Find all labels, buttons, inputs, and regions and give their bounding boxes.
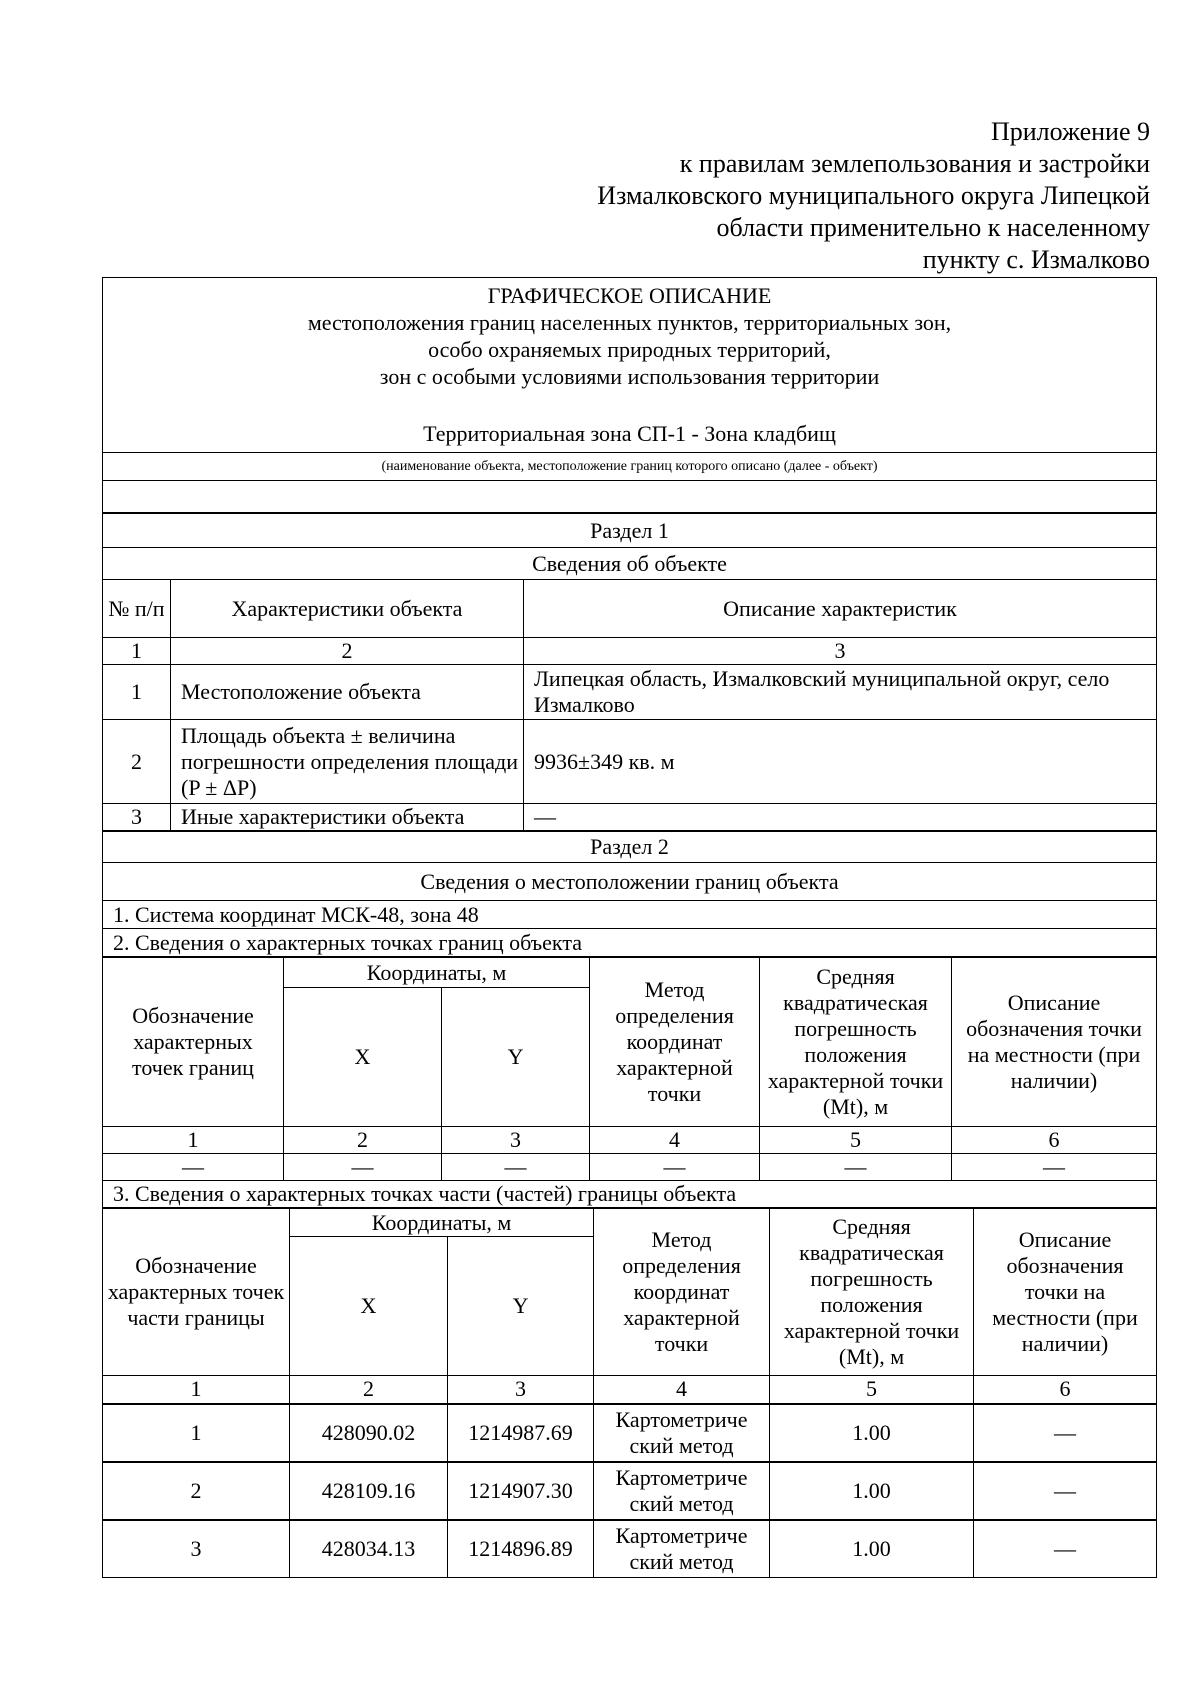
col-number: 2	[284, 1127, 442, 1154]
header-line: области применительно к населенному	[716, 213, 1150, 242]
col-number: 5	[770, 1376, 974, 1404]
col-number: 1	[103, 1127, 284, 1154]
table-cell: 1	[103, 1404, 290, 1462]
col-number: 2	[171, 638, 524, 665]
object-caption: (наименование объекта, местоположение границ которого описано (далее - объект)	[103, 453, 1157, 481]
table-cell: —	[974, 1462, 1157, 1520]
parts-header-coords: Координаты, м	[290, 1209, 594, 1237]
row-name: Иные характеристики объекта	[171, 804, 524, 831]
table-row	[103, 1154, 1157, 1181]
col-number: 4	[590, 1127, 760, 1154]
parts-header-error: Средняя квадратическая погрешность положения характерной точки (Mt), м	[770, 1209, 974, 1376]
table-row	[103, 1404, 1157, 1462]
points-header-x: X	[284, 988, 442, 1127]
parts-header-x: X	[290, 1237, 448, 1376]
table-cell: —	[590, 1154, 760, 1181]
table-cell: Картометриче ский метод	[594, 1520, 770, 1578]
header-line: Приложение 9	[990, 117, 1150, 146]
appendix-header	[597, 116, 1150, 276]
header-number: № п/п	[103, 580, 171, 638]
section1-title: Раздел 1	[103, 514, 1157, 548]
points-header-description: Описание обозначения точки на местности (при наличии)	[952, 958, 1157, 1127]
table-cell: 1214907.30	[448, 1462, 594, 1520]
parts-header-description: Описание обозначения точки на местности (при наличии)	[974, 1209, 1157, 1376]
table-cell: —	[974, 1404, 1157, 1462]
document-title: ГРАФИЧЕСКОЕ ОПИСАНИЕ	[487, 283, 772, 308]
table-cell: 428109.16	[290, 1462, 448, 1520]
title-table	[102, 277, 1157, 513]
coord-system: 1. Система координат МСК-48, зона 48	[103, 901, 1157, 929]
table-cell: —	[103, 1154, 284, 1181]
table-cell: —	[760, 1154, 952, 1181]
parts-table	[102, 1208, 1157, 1578]
points-header-y: Y	[442, 988, 590, 1127]
table-cell: —	[974, 1520, 1157, 1578]
row-value: —	[524, 804, 1157, 831]
header-characteristics: Характеристики объекта	[171, 580, 524, 638]
table-cell: 428090.02	[290, 1404, 448, 1462]
title-line: местоположения границ населенных пунктов, территориальных зон,	[307, 310, 952, 335]
header-line: Измалковского муниципального округа Липецкой	[597, 181, 1150, 210]
table-cell: 1.00	[770, 1462, 974, 1520]
table-cell: Картометриче ский метод	[594, 1404, 770, 1462]
row-name: Местоположение объекта	[171, 665, 524, 720]
table-cell: —	[284, 1154, 442, 1181]
points-header-method: Метод определения координат характерной точки	[590, 958, 760, 1127]
points-title: 2. Сведения о характерных точках границ объекта	[103, 929, 1157, 957]
table-cell: —	[952, 1154, 1157, 1181]
section1-subtitle: Сведения об объекте	[103, 548, 1157, 580]
parts-header-designation: Обозначение характерных точек части границы	[103, 1209, 290, 1376]
col-number: 3	[448, 1376, 594, 1404]
table-cell: 428034.13	[290, 1520, 448, 1578]
points-header-error: Средняя квадратическая погрешность положения характерной точки (Mt), м	[760, 958, 952, 1127]
row-value: Липецкая область, Измалковский муниципальной округ, село Измалково	[524, 665, 1157, 720]
col-number: 6	[974, 1376, 1157, 1404]
header-line: пункту с. Измалково	[922, 245, 1150, 274]
points-header-coords: Координаты, м	[284, 958, 590, 988]
points-header-designation: Обозначение характерных точек границ	[103, 958, 284, 1127]
row-number: 3	[103, 804, 171, 831]
section2-heading-table	[102, 831, 1157, 957]
title-cell	[103, 278, 1157, 453]
table-cell: 1.00	[770, 1520, 974, 1578]
points-table	[102, 957, 1157, 1208]
table-row	[103, 665, 1157, 720]
table-cell: Картометриче ский метод	[594, 1462, 770, 1520]
parts-header-method: Метод определения координат характерной точки	[594, 1209, 770, 1376]
col-number: 5	[760, 1127, 952, 1154]
table-cell: —	[442, 1154, 590, 1181]
row-number: 1	[103, 665, 171, 720]
col-number: 3	[524, 638, 1157, 665]
col-number: 1	[103, 1376, 290, 1404]
col-number: 2	[290, 1376, 448, 1404]
table-row	[103, 1462, 1157, 1520]
table-cell: 1214987.69	[448, 1404, 594, 1462]
col-number: 6	[952, 1127, 1157, 1154]
row-number: 2	[103, 720, 171, 804]
table-cell: 1.00	[770, 1404, 974, 1462]
header-line: к правилам землепользования и застройки	[679, 149, 1150, 178]
table-cell: 3	[103, 1520, 290, 1578]
title-line: особо охраняемых природных территорий,	[428, 337, 831, 362]
section2-subtitle: Сведения о местоположении границ объекта	[103, 863, 1157, 901]
header-description: Описание характеристик	[524, 580, 1157, 638]
row-name: Площадь объекта ± величина погрешности определения площади (P ± ΔP)	[171, 720, 524, 804]
section2-title: Раздел 2	[103, 832, 1157, 863]
title-line: зон с особыми условиями использования территории	[379, 364, 880, 389]
col-number: 1	[103, 638, 171, 665]
col-number: 3	[442, 1127, 590, 1154]
table-row	[103, 804, 1157, 831]
section1-table	[102, 513, 1157, 831]
document-frame	[102, 277, 1157, 1578]
table-cell: 1214896.89	[448, 1520, 594, 1578]
table-row	[103, 720, 1157, 804]
object-name: Территориальная зона СП-1 - Зона кладбищ	[423, 421, 836, 446]
parts-title: 3. Сведения о характерных точках части (частей) границы объекта	[103, 1181, 1157, 1208]
row-value: 9936±349 кв. м	[524, 720, 1157, 804]
col-number: 4	[594, 1376, 770, 1404]
parts-header-y: Y	[448, 1237, 594, 1376]
table-row	[103, 1520, 1157, 1578]
table-cell: 2	[103, 1462, 290, 1520]
